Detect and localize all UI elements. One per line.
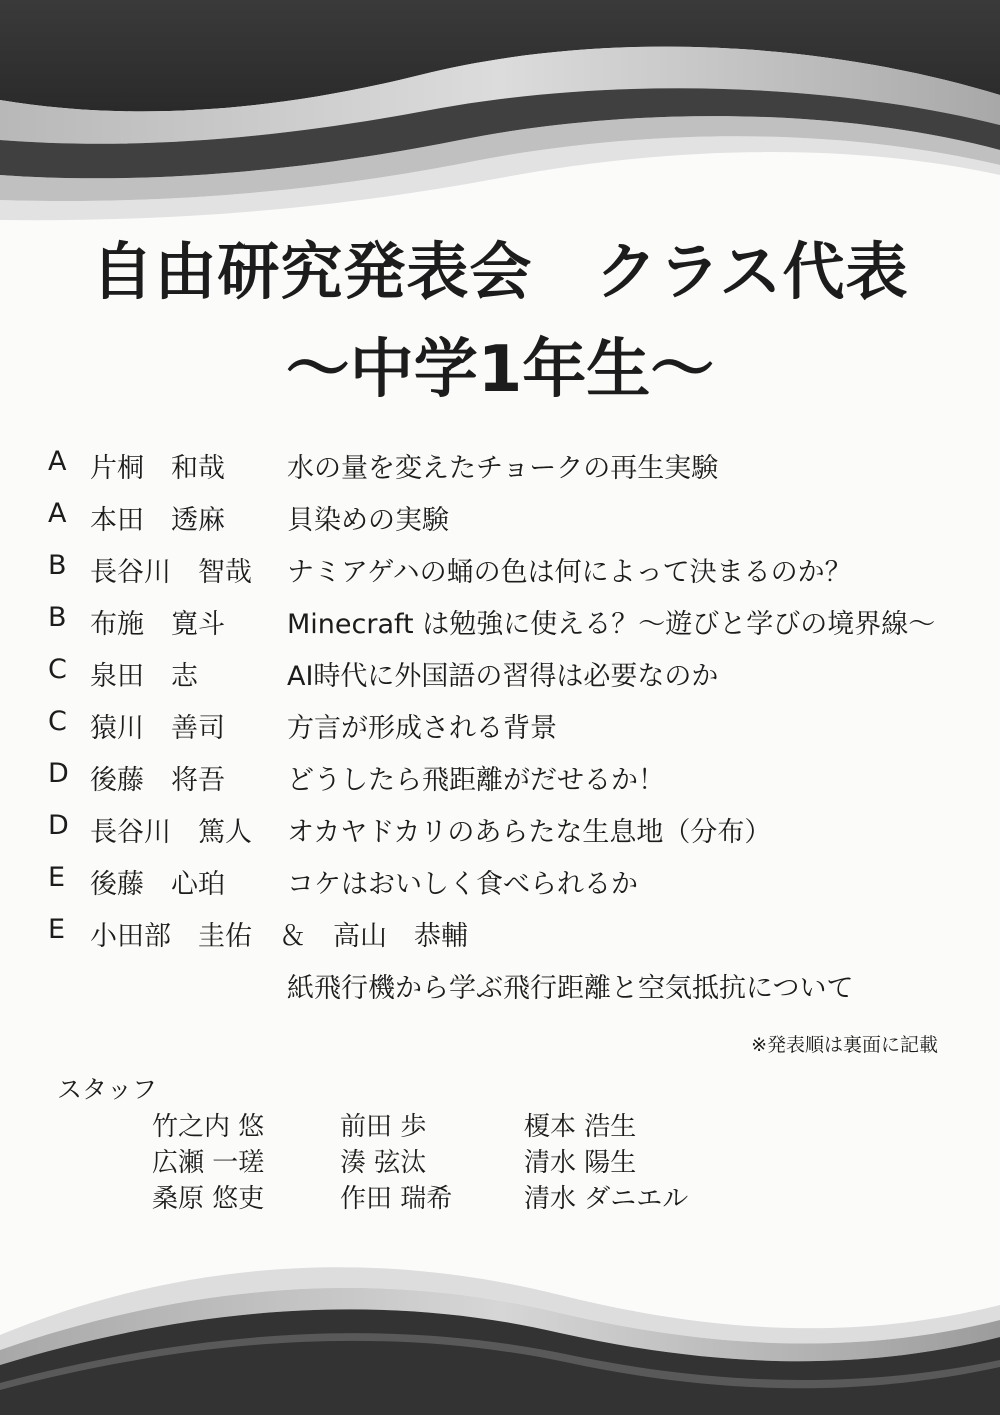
staff-name: 広瀬 一瑳 [152,1148,265,1178]
student-name: 片桐 和哉 [90,453,225,484]
student-name: 長谷川 篤人 [90,817,252,848]
staff-name: 桑原 悠吏 [152,1184,265,1214]
student-name: 泉田 志 [90,661,198,692]
class-label: D [48,810,69,841]
list-item [0,856,1000,908]
staff-name: 作田 瑞希 [340,1184,453,1214]
student-name: 布施 寛斗 [90,609,225,640]
research-topic: 貝染めの実験 [287,505,449,536]
research-topic: Minecraft は勉強に使える？～遊びと学びの境界線～ [287,609,936,640]
class-label: D [48,758,69,789]
research-topic: 紙飛行機から学ぶ飛行距離と空気抵抗について [287,973,854,1004]
top-wave-decoration [0,0,1000,230]
class-label: C [48,706,67,737]
list-item [0,752,1000,804]
student-name: 長谷川 智哉 [90,557,252,588]
research-topic: コケはおいしく食べられるか [287,869,638,900]
order-note: ※発表順は裏面に記載 [751,1034,938,1056]
page-title: 自由研究発表会 クラス代表 [91,235,909,308]
student-name: 後藤 心珀 [90,869,225,900]
class-label: B [48,550,67,581]
presentation-list [0,440,1000,1012]
student-name: 本田 透麻 [90,505,225,536]
research-topic: 方言が形成される背景 [287,713,557,744]
bottom-wave-decoration [0,1225,1000,1415]
list-item [0,804,1000,856]
research-topic: AI時代に外国語の習得は必要なのか [287,661,719,692]
research-topic: 水の量を変えたチョークの再生実験 [287,453,719,484]
list-item [0,700,1000,752]
list-item [0,960,1000,1012]
class-label: C [48,654,67,685]
list-item [0,596,1000,648]
research-topic: どうしたら飛距離がだせるか！ [287,765,665,796]
student-name: 小田部 圭佑 ＆ 高山 恭輔 [90,921,468,952]
research-topic: ナミアゲハの蛹の色は何によって決まるのか？ [287,557,852,588]
list-item [0,544,1000,596]
class-label: E [48,862,66,893]
research-topic: オカヤドカリのあらたな生息地（分布） [287,817,772,848]
student-name: 後藤 将吾 [90,765,225,796]
list-item [0,440,1000,492]
class-label: E [48,914,66,945]
staff-name: 清水 ダニエル [524,1184,689,1214]
staff-name: 前田 歩 [340,1112,427,1142]
staff-name: 榎本 浩生 [524,1112,637,1142]
list-item [0,908,1000,960]
class-label: A [48,446,67,477]
class-label: A [48,498,67,529]
staff-name: 竹之内 悠 [152,1112,265,1142]
page-subtitle: ～中学1年生～ [285,333,715,407]
list-item [0,648,1000,700]
staff-name: 清水 陽生 [524,1148,637,1178]
staff-label: スタッフ [57,1075,158,1104]
list-item [0,492,1000,544]
staff-name: 湊 弦汰 [340,1148,427,1178]
class-label: B [48,602,67,633]
staff-list [0,1100,1000,1220]
student-name: 猿川 善司 [90,713,225,744]
